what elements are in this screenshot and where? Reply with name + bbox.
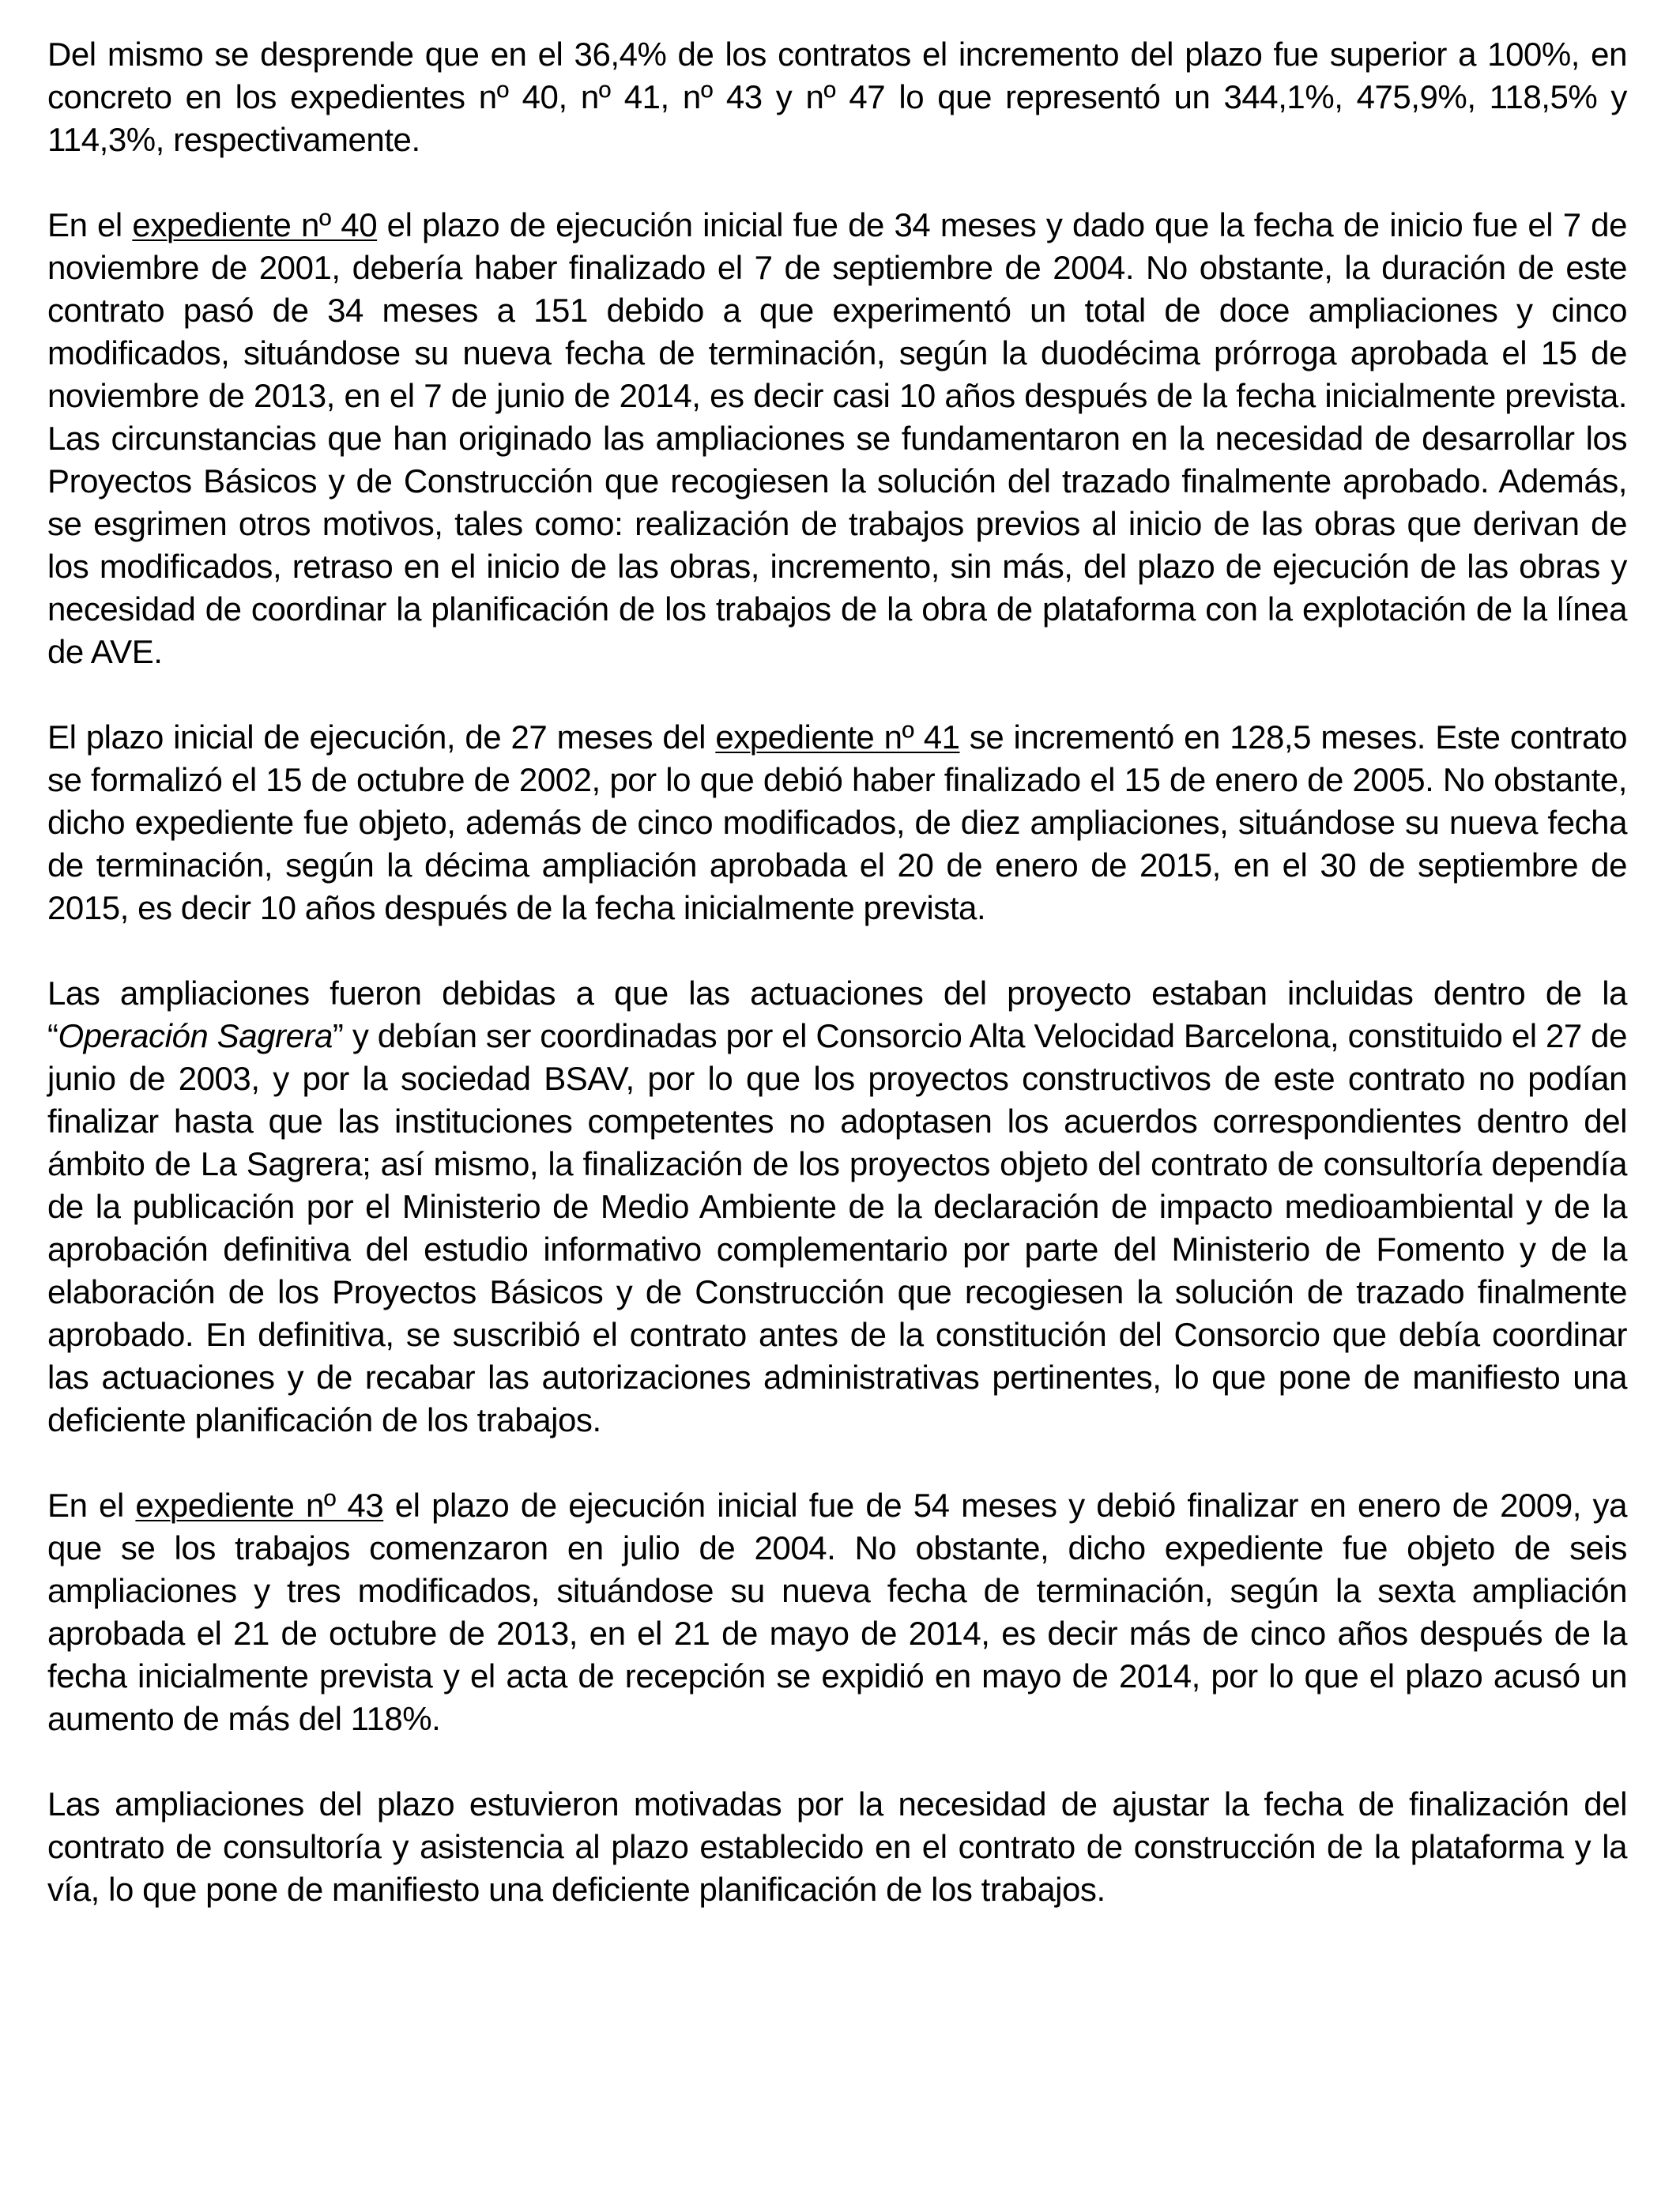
document-page (47, 33, 1627, 1911)
paragraph-ampliaciones-43 (47, 1783, 1627, 1911)
paragraph-body: el plazo de ejecución inicial fue de 54 meses y debió finalizar en enero de 2009, ya que se los trabajos comenzaron en julio de 2004. No obstante, dicho expediente fue objeto de seis ampliaciones y tres modificados, situándose su nueva fecha de terminación, según la sexta ampliación aprobada el 21 de octubre de 2013, en el 21 de mayo de 2014, es decir más de cinco años después de la fecha inicialmente prevista y el acta de recepción se expidió en mayo de 2014, por lo que el plazo acusó un aumento de más del 118%. (47, 1487, 1628, 1737)
paragraph-expediente-41 (47, 716, 1627, 929)
expediente-43-reference: expediente nº 43 (135, 1487, 384, 1524)
expediente-40-reference: expediente nº 40 (132, 206, 378, 243)
paragraph-expediente-40 (47, 204, 1627, 673)
paragraph-expediente-43 (47, 1484, 1627, 1740)
paragraph-lead: En el (47, 206, 133, 243)
paragraph-lead: Las ampliaciones fueron debidas a que las actuaciones del proyecto estaban incluidas dentro de la “ (47, 974, 1627, 1054)
paragraph-lead: En el (47, 1487, 136, 1524)
paragraph-body: el plazo de ejecución inicial fue de 34 meses y dado que la fecha de inicio fue el 7 de noviembre de 2001, debería haber finalizado el 7 de septiembre de 2004. No obstante, la duración de este contrato pasó de 34 meses a 151 debido a que experimentó un total de doce ampliaciones y cinco modificados, situándose su nueva fecha de terminación, según la duodécima prórroga aprobada el 15 de noviembre de 2013, en el 7 de junio de 2014, es decir casi 10 años después de la fecha inicialmente prevista. Las circunstancias que han originado las ampliaciones se fundamentaron en la necesidad de desarrollar los Proyectos Básicos y de Construcción que recogiesen la solución del trazado finalmente aprobado. Además, se esgrimen otros motivos, tales como: realización de trabajos previos al inicio de las obras que derivan de los modificados, retraso en el inicio de las obras, incremento, sin más, del plazo de ejecución de las obras y necesidad de coordinar la planificación de los trabajos de la obra de plataforma con la explotación de la línea de AVE. (47, 206, 1627, 670)
operacion-sagrera-term: Operación Sagrera (58, 1017, 333, 1054)
paragraph-lead: El plazo inicial de ejecución, de 27 meses del (47, 718, 716, 756)
paragraph-body: se incrementó en 128,5 meses. Este contrato se formalizó el 15 de octubre de 2002, por lo que debió haber finalizado el 15 de enero de 2005. No obstante, dicho expediente fue objeto, además de cinco modificados, de diez ampliaciones, situándose su nueva fecha de terminación, según la décima ampliación aprobada el 20 de enero de 2015, en el 30 de septiembre de 2015, es decir 10 años después de la fecha inicialmente prevista. (47, 718, 1627, 926)
paragraph-text: Las ampliaciones del plazo estuvieron motivadas por la necesidad de ajustar la fecha de finalización del contrato de consultoría y asistencia al plazo establecido en el contrato de construcción de la plataforma y la vía, lo que pone de manifiesto una deficiente planificación de los trabajos. (47, 1785, 1627, 1908)
expediente-41-reference: expediente nº 41 (715, 718, 960, 756)
paragraph-body: ” y debían ser coordinadas por el Consorcio Alta Velocidad Barcelona, constituido el 27 de junio de 2003, y por la sociedad BSAV, por lo que los proyectos constructivos de este contrato no podían finalizar hasta que las instituciones competentes no adoptasen los acuerdos correspondientes dentro del ámbito de La Sagrera; así mismo, la finalización de los proyectos objeto del contrato de consultoría dependía de la publicación por el Ministerio de Medio Ambiente de la declaración de impacto medioambiental y de la aprobación definitiva del estudio informativo complementario por parte del Ministerio de Fomento y de la elaboración de los Proyectos Básicos y de Construcción que recogiesen la solución de trazado finalmente aprobado. En definitiva, se suscribió el contrato antes de la constitución del Consorcio que debía coordinar las actuaciones y de recabar las autorizaciones administrativas pertinentes, lo que pone de manifiesto una deficiente planificación de los trabajos. (47, 1017, 1627, 1438)
paragraph-ampliaciones-41 (47, 972, 1627, 1442)
paragraph-text: Del mismo se desprende que en el 36,4% de los contratos el incremento del plazo fue superior a 100%, en concreto en los expedientes nº 40, nº 41, nº 43 y nº 47 lo que representó un 344,1%, 475,9%, 118,5% y 114,3%, respectivamente. (47, 36, 1627, 158)
paragraph-summary (47, 33, 1627, 161)
